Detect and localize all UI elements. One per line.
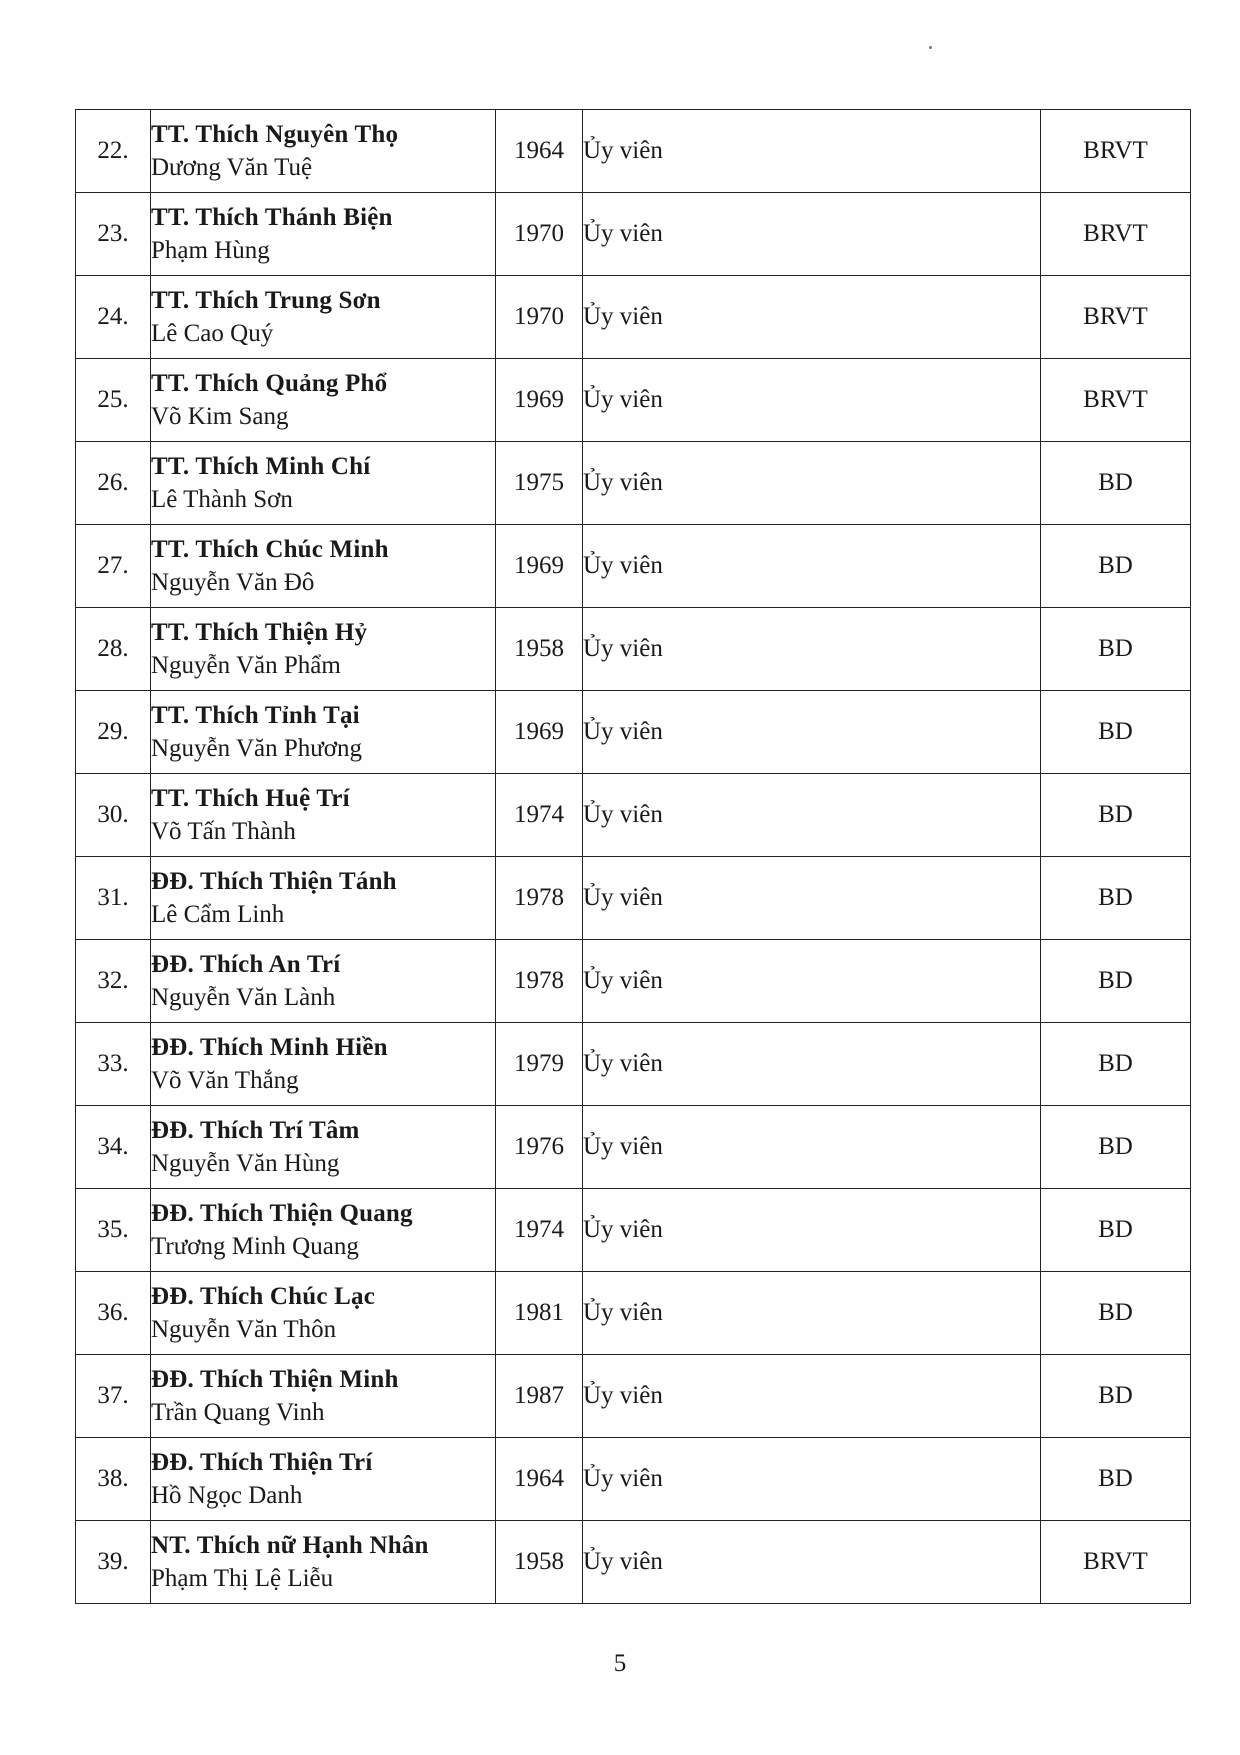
dharma-name: TT. Thích Trung Sơn: [151, 287, 381, 314]
province: BD: [1041, 608, 1191, 691]
row-number: 33.: [76, 1023, 151, 1106]
lay-name: Phạm Hùng: [151, 237, 270, 264]
birth-year: 1964: [496, 110, 583, 193]
dharma-name: ĐĐ. Thích Thiện Quang: [151, 1200, 413, 1227]
lay-name: Võ Văn Thắng: [151, 1067, 299, 1094]
birth-year: 1974: [496, 774, 583, 857]
name-cell: [151, 1355, 496, 1438]
lay-name: Lê Cẩm Linh: [151, 901, 285, 928]
dharma-name: TT. Thích Quảng Phổ: [151, 370, 388, 397]
birth-year: 1969: [496, 691, 583, 774]
province: BRVT: [1041, 1521, 1191, 1604]
table-row: [76, 1106, 1191, 1189]
role: Ủy viên: [583, 1355, 1041, 1438]
table-row: [76, 1023, 1191, 1106]
province: BD: [1041, 1189, 1191, 1272]
table-row: [76, 359, 1191, 442]
dharma-name: ĐĐ. Thích Thiện Trí: [151, 1449, 373, 1476]
row-number: 27.: [76, 525, 151, 608]
province: BRVT: [1041, 359, 1191, 442]
province: BD: [1041, 442, 1191, 525]
birth-year: 1964: [496, 1438, 583, 1521]
role: Ủy viên: [583, 276, 1041, 359]
role: Ủy viên: [583, 110, 1041, 193]
name-cell: [151, 608, 496, 691]
province: BD: [1041, 857, 1191, 940]
name-cell: [151, 442, 496, 525]
birth-year: 1976: [496, 1106, 583, 1189]
table-row: [76, 276, 1191, 359]
name-cell: [151, 525, 496, 608]
province: BD: [1041, 774, 1191, 857]
table-row: [76, 525, 1191, 608]
members-table-body: [76, 110, 1191, 1604]
name-cell: [151, 1521, 496, 1604]
birth-year: 1958: [496, 608, 583, 691]
name-cell: [151, 1023, 496, 1106]
role: Ủy viên: [583, 525, 1041, 608]
birth-year: 1978: [496, 940, 583, 1023]
lay-name: Lê Cao Quý: [151, 320, 274, 347]
role: Ủy viên: [583, 774, 1041, 857]
lay-name: Trương Minh Quang: [151, 1233, 359, 1260]
row-number: 34.: [76, 1106, 151, 1189]
province: BD: [1041, 1438, 1191, 1521]
row-number: 24.: [76, 276, 151, 359]
row-number: 39.: [76, 1521, 151, 1604]
birth-year: 1974: [496, 1189, 583, 1272]
role: Ủy viên: [583, 1272, 1041, 1355]
birth-year: 1981: [496, 1272, 583, 1355]
birth-year: 1978: [496, 857, 583, 940]
row-number: 25.: [76, 359, 151, 442]
lay-name: Phạm Thị Lệ Liễu: [151, 1565, 334, 1592]
role: Ủy viên: [583, 608, 1041, 691]
name-cell: [151, 1272, 496, 1355]
role: Ủy viên: [583, 193, 1041, 276]
birth-year: 1987: [496, 1355, 583, 1438]
row-number: 37.: [76, 1355, 151, 1438]
role: Ủy viên: [583, 1189, 1041, 1272]
role: Ủy viên: [583, 857, 1041, 940]
dharma-name: NT. Thích nữ Hạnh Nhân: [151, 1532, 429, 1559]
row-number: 32.: [76, 940, 151, 1023]
table-row: [76, 1438, 1191, 1521]
dharma-name: ĐĐ. Thích Thiện Tánh: [151, 868, 397, 895]
table-row: [76, 608, 1191, 691]
lay-name: Nguyễn Văn Lành: [151, 984, 336, 1011]
table-row: [76, 857, 1191, 940]
table-row: [76, 1272, 1191, 1355]
role: Ủy viên: [583, 1106, 1041, 1189]
lay-name: Nguyễn Văn Thôn: [151, 1316, 337, 1343]
province: BD: [1041, 525, 1191, 608]
name-cell: [151, 1189, 496, 1272]
table-row: [76, 774, 1191, 857]
name-cell: [151, 276, 496, 359]
row-number: 30.: [76, 774, 151, 857]
lay-name: Hồ Ngọc Danh: [151, 1482, 303, 1509]
row-number: 31.: [76, 857, 151, 940]
province: BRVT: [1041, 110, 1191, 193]
birth-year: 1970: [496, 193, 583, 276]
birth-year: 1970: [496, 276, 583, 359]
lay-name: Võ Kim Sang: [151, 403, 289, 430]
row-number: 35.: [76, 1189, 151, 1272]
name-cell: [151, 1106, 496, 1189]
name-cell: [151, 359, 496, 442]
birth-year: 1969: [496, 525, 583, 608]
role: Ủy viên: [583, 1023, 1041, 1106]
name-cell: [151, 1438, 496, 1521]
name-cell: [151, 940, 496, 1023]
dharma-name: TT. Thích Tỉnh Tại: [151, 702, 360, 729]
table-row: [76, 1189, 1191, 1272]
dharma-name: ĐĐ. Thích An Trí: [151, 951, 341, 978]
lay-name: Trần Quang Vinh: [151, 1399, 325, 1426]
page-number: 5: [613, 1650, 627, 1677]
province: BRVT: [1041, 193, 1191, 276]
role: Ủy viên: [583, 1521, 1041, 1604]
row-number: 23.: [76, 193, 151, 276]
table-row: [76, 110, 1191, 193]
table-row: [76, 1521, 1191, 1604]
name-cell: [151, 110, 496, 193]
table-row: [76, 193, 1191, 276]
dharma-name: TT. Thích Thánh Biện: [151, 204, 393, 231]
role: Ủy viên: [583, 691, 1041, 774]
province: BRVT: [1041, 276, 1191, 359]
row-number: 29.: [76, 691, 151, 774]
dharma-name: ĐĐ. Thích Chúc Lạc: [151, 1283, 376, 1310]
dharma-name: ĐĐ. Thích Thiện Minh: [151, 1366, 399, 1393]
province: BD: [1041, 1272, 1191, 1355]
birth-year: 1958: [496, 1521, 583, 1604]
table-row: [76, 940, 1191, 1023]
dharma-name: TT. Thích Minh Chí: [151, 453, 371, 480]
dharma-name: TT. Thích Thiện Hỷ: [151, 619, 368, 646]
birth-year: 1979: [496, 1023, 583, 1106]
lay-name: Võ Tấn Thành: [151, 818, 296, 845]
province: BD: [1041, 1106, 1191, 1189]
lay-name: Nguyễn Văn Hùng: [151, 1150, 340, 1177]
name-cell: [151, 857, 496, 940]
lay-name: Nguyễn Văn Phẩm: [151, 652, 341, 679]
lay-name: Nguyễn Văn Phương: [151, 735, 363, 762]
role: Ủy viên: [583, 442, 1041, 525]
dharma-name: TT. Thích Huệ Trí: [151, 785, 350, 812]
role: Ủy viên: [583, 359, 1041, 442]
dharma-name: ĐĐ. Thích Minh Hiền: [151, 1034, 388, 1061]
members-table: [75, 109, 1191, 1604]
name-cell: [151, 691, 496, 774]
row-number: 26.: [76, 442, 151, 525]
lay-name: Lê Thành Sơn: [151, 486, 293, 513]
role: Ủy viên: [583, 1438, 1041, 1521]
province: BD: [1041, 1355, 1191, 1438]
dharma-name: TT. Thích Chúc Minh: [151, 536, 389, 563]
row-number: 28.: [76, 608, 151, 691]
province: BD: [1041, 691, 1191, 774]
province: BD: [1041, 940, 1191, 1023]
birth-year: 1969: [496, 359, 583, 442]
row-number: 22.: [76, 110, 151, 193]
table-row: [76, 442, 1191, 525]
province: BD: [1041, 1023, 1191, 1106]
name-cell: [151, 774, 496, 857]
table-row: [76, 691, 1191, 774]
row-number: 38.: [76, 1438, 151, 1521]
scan-speck: [929, 46, 932, 49]
lay-name: Nguyễn Văn Đô: [151, 569, 315, 596]
role: Ủy viên: [583, 940, 1041, 1023]
birth-year: 1975: [496, 442, 583, 525]
lay-name: Dương Văn Tuệ: [151, 154, 313, 181]
row-number: 36.: [76, 1272, 151, 1355]
name-cell: [151, 193, 496, 276]
table-row: [76, 1355, 1191, 1438]
dharma-name: ĐĐ. Thích Trí Tâm: [151, 1117, 360, 1144]
dharma-name: TT. Thích Nguyên Thọ: [151, 121, 399, 148]
